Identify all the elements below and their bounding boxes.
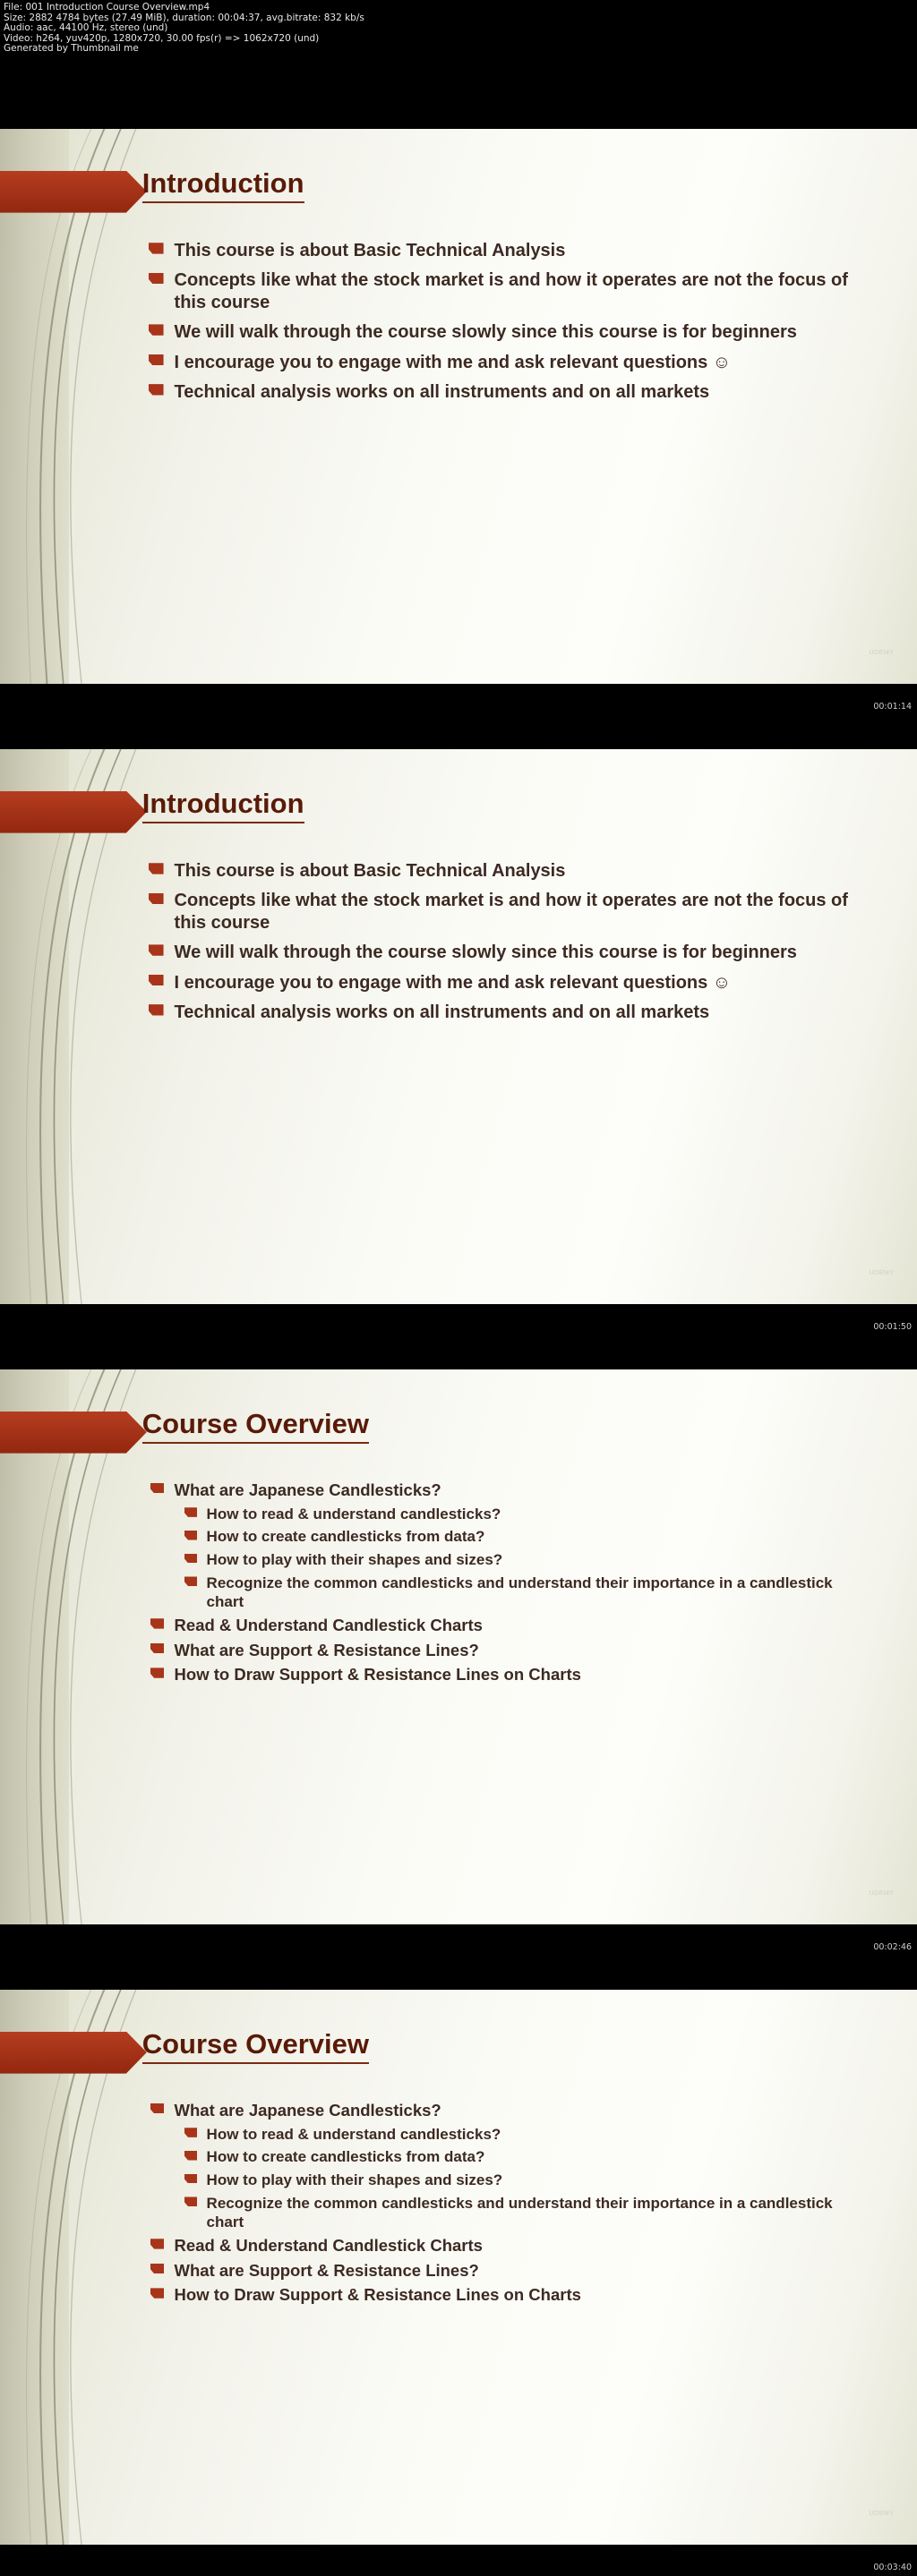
bullet-text: Read & Understand Candlestick Charts — [174, 2236, 483, 2256]
slide-watermark: UDEMY — [869, 650, 895, 656]
slide-sub-bullet — [207, 2171, 871, 2190]
bullet-text: We will walk through the course slowly since this course is for beginners — [174, 322, 797, 343]
thumbnail-timecode: 00:02:46 — [873, 1942, 912, 1952]
slide-bullet — [175, 352, 871, 373]
slide-title: Course Overview — [142, 2028, 369, 2064]
slide-sub-bullet — [207, 1551, 871, 1570]
bullet-marker-icon — [150, 2264, 165, 2273]
bullet-text: How to create candlesticks from data? — [206, 1528, 485, 1546]
bullet-marker-icon — [150, 1643, 165, 1653]
bullet-marker-icon — [149, 863, 164, 874]
bullet-text: What are Support & Resistance Lines? — [174, 1640, 479, 1659]
bullet-marker-icon — [184, 2128, 197, 2137]
bullet-marker-icon — [150, 1483, 165, 1493]
slide-bullet — [175, 269, 871, 313]
bullet-text: Technical analysis works on all instruments and on all markets — [174, 1002, 710, 1022]
slide-bullet — [175, 2285, 871, 2306]
bullet-text: How to play with their shapes and sizes? — [206, 1551, 503, 1569]
slide-canvas — [0, 1990, 917, 2545]
slide-title: Introduction — [142, 788, 304, 823]
bullet-marker-icon — [184, 2151, 197, 2161]
slide-watermark: UDEMY — [869, 2511, 895, 2517]
slide-title: Course Overview — [142, 1408, 369, 1444]
bullet-text: How to Draw Support & Resistance Lines on Charts — [174, 1665, 581, 1685]
thumbnail-timecode: 00:01:50 — [873, 1322, 912, 1332]
file-info-line-audio: Audio: aac, 44100 Hz, stereo (und) — [4, 22, 168, 34]
slide-bullet-list — [175, 2101, 871, 2310]
slide-bullet — [175, 321, 871, 343]
video-thumbnail[interactable] — [0, 1369, 917, 1924]
slide-bullet — [175, 1665, 871, 1685]
title-ribbon — [0, 171, 147, 213]
bullet-text: I encourage you to engage with me and ask relevant questions ☺ — [174, 352, 732, 372]
bullet-text: How to Draw Support & Resistance Lines on Charts — [174, 2285, 581, 2305]
bullet-text: This course is about Basic Technical Analysis — [174, 861, 566, 881]
slide-bullet — [175, 972, 871, 994]
slide-canvas — [0, 129, 917, 684]
bullet-marker-icon — [150, 1668, 165, 1677]
slide-bullet — [175, 381, 871, 403]
slide-sub-bullet — [207, 2195, 871, 2231]
slide-bullet-list — [175, 1480, 871, 1690]
bullet-text: Concepts like what the stock market is and how it operates are not the focus of this course — [174, 270, 848, 312]
slide-sub-bullet — [207, 2126, 871, 2145]
slide-sub-bullet — [207, 1506, 871, 1524]
bullet-text: Recognize the common candlesticks and understand their importance in a candlestick chart — [206, 1574, 833, 1610]
slide-canvas — [0, 749, 917, 1304]
bullet-text: We will walk through the course slowly since this course is for beginners — [174, 943, 797, 963]
bullet-marker-icon — [149, 975, 164, 985]
bullet-marker-icon — [184, 1554, 197, 1564]
bullet-marker-icon — [150, 2288, 165, 2298]
bullet-text: How to read & understand candlesticks? — [206, 1505, 501, 1523]
bullet-text: Read & Understand Candlestick Charts — [174, 1616, 483, 1635]
bullet-text: What are Japanese Candlesticks? — [174, 2101, 441, 2120]
bullet-text: Concepts like what the stock market is and how it operates are not the focus of this course — [174, 891, 848, 933]
bullet-text: I encourage you to engage with me and ask relevant questions ☺ — [174, 972, 732, 993]
bullet-marker-icon — [149, 893, 164, 904]
thumbnail-row — [0, 734, 917, 1335]
bullet-text: This course is about Basic Technical Analysis — [174, 241, 566, 260]
video-thumbnail[interactable] — [0, 129, 917, 684]
bullet-marker-icon — [184, 1507, 197, 1517]
slide-bullet — [175, 2101, 871, 2121]
bullet-text: How to create candlesticks from data? — [206, 2148, 485, 2166]
bullet-text: How to read & understand candlesticks? — [206, 2125, 501, 2143]
bullet-marker-icon — [149, 243, 164, 253]
slide-bullet — [175, 890, 871, 934]
bullet-marker-icon — [149, 944, 164, 955]
bullet-text: Technical analysis works on all instruments and on all markets — [174, 381, 710, 402]
slide-title: Introduction — [142, 167, 304, 203]
bullet-text: What are Japanese Candlesticks? — [174, 1480, 441, 1499]
title-ribbon — [0, 2032, 147, 2074]
slide-bullet — [175, 2261, 871, 2282]
slide-bullet — [175, 1480, 871, 1501]
thumbnail-timecode: 00:03:40 — [873, 2563, 912, 2572]
file-info-block — [0, 0, 917, 58]
file-info-line-filename: File: 001 Introduction Course Overview.mp4 — [4, 2, 210, 13]
slide-bullet-list — [175, 240, 871, 411]
slide-bullet — [175, 1641, 871, 1661]
title-ribbon — [0, 1412, 147, 1454]
slide-canvas — [0, 1369, 917, 1924]
slide-sub-bullet — [207, 1528, 871, 1547]
slide-bullet — [175, 1616, 871, 1636]
bullet-marker-icon — [149, 354, 164, 365]
bullet-text: Recognize the common candlesticks and understand their importance in a candlestick chart — [206, 2194, 833, 2231]
video-thumbnail[interactable] — [0, 749, 917, 1304]
slide-watermark: UDEMY — [869, 1270, 895, 1276]
thumbnail-row — [0, 114, 917, 715]
bullet-text: What are Support & Resistance Lines? — [174, 2260, 479, 2280]
slide-bullet — [175, 860, 871, 882]
bullet-marker-icon — [149, 1004, 164, 1015]
slide-sub-bullet — [207, 1574, 871, 1611]
bullet-marker-icon — [149, 384, 164, 395]
bullet-marker-icon — [149, 324, 164, 335]
slide-bullet — [175, 942, 871, 963]
bullet-marker-icon — [150, 2239, 165, 2248]
bullet-marker-icon — [184, 1531, 197, 1540]
slide-sub-bullet — [207, 2148, 871, 2167]
bullet-marker-icon — [184, 1576, 197, 1586]
bullet-marker-icon — [150, 1618, 165, 1628]
title-ribbon — [0, 791, 147, 833]
slide-bullet-list — [175, 860, 871, 1031]
thumbnail-row — [0, 1354, 917, 1956]
bullet-marker-icon — [150, 2103, 165, 2113]
thumbnail-row — [0, 1975, 917, 2576]
bullet-marker-icon — [149, 273, 164, 284]
slide-watermark: UDEMY — [869, 1890, 895, 1897]
bullet-marker-icon — [184, 2196, 197, 2206]
thumbnail-timecode: 00:01:14 — [873, 702, 912, 712]
slide-bullet — [175, 2236, 871, 2256]
bullet-marker-icon — [184, 2174, 197, 2184]
file-info-line-video: Video: h264, yuv420p, 1280x720, 30.00 fps(r) => 1062x720 (und) — [4, 32, 320, 44]
slide-bullet — [175, 1002, 871, 1023]
file-info-line-generator: Generated by Thumbnail me — [4, 43, 139, 55]
file-info-line-size: Size: 2882 4784 bytes (27.49 MiB), duration: 00:04:37, avg.bitrate: 832 kb/s — [4, 12, 364, 23]
slide-bullet — [175, 240, 871, 261]
video-thumbnail[interactable] — [0, 1990, 917, 2545]
bullet-text: How to play with their shapes and sizes? — [206, 2171, 503, 2189]
